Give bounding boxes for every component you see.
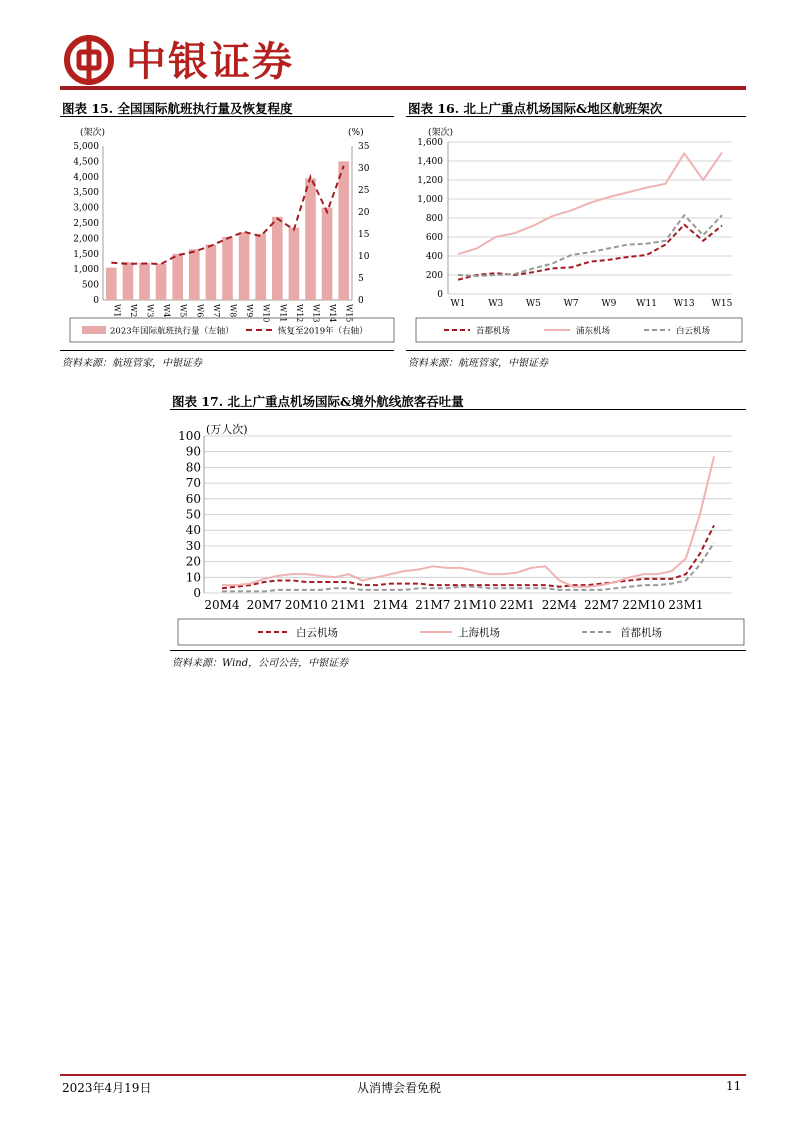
fig17-x-tick: 22M10 (622, 598, 666, 612)
fig15-bar (289, 228, 300, 300)
fig15-x-tick: W3 (145, 304, 155, 318)
fig15-y-left-tick: 2,000 (73, 234, 99, 245)
fig15-y-right-tick: 0 (358, 296, 364, 306)
fig17-y-tick: 100 (178, 429, 201, 443)
fig17-x-tick: 22M4 (541, 598, 577, 612)
fig16-series-line (458, 152, 722, 254)
fig15-x-tick: W2 (128, 304, 138, 318)
fig15-y-right-tick: 20 (358, 208, 370, 218)
fig17-y-tick: 70 (185, 476, 201, 491)
fig15-bar (255, 234, 266, 300)
fig17-legend-label: 上海机场 (458, 627, 500, 639)
fig15-x-tick: W12 (294, 304, 304, 323)
fig15-y-right-tick: 5 (358, 274, 364, 284)
fig15-bar (172, 254, 183, 300)
fig15-y-left-tick: 0 (93, 296, 99, 306)
fig16-x-tick: W7 (563, 299, 579, 309)
fig17-y-tick: 10 (185, 570, 201, 585)
fig15-x-tick: W11 (278, 304, 288, 323)
fig15-bar (206, 245, 217, 300)
fig15-x-tick: W6 (195, 304, 205, 318)
fig17-top-rule (170, 409, 746, 410)
fig15-x-tick: W5 (178, 304, 188, 318)
fig15-y-right-tick: 35 (358, 142, 370, 152)
fig15-y-right-tick: 30 (358, 164, 370, 174)
fig16-x-tick: W1 (450, 299, 466, 309)
fig15-y-left-tick: 500 (81, 280, 99, 291)
fig17-x-tick: 21M4 (373, 598, 409, 612)
fig16-y-label: (架次) (428, 128, 454, 138)
fig16-x-tick: W11 (636, 299, 657, 309)
fig17-series-line (222, 543, 714, 592)
fig15-y-left-tick: 3,500 (73, 188, 99, 199)
fig15-y-right-label: (%) (348, 128, 364, 138)
fig16-x-tick: W9 (601, 299, 617, 309)
fig17-chart (170, 413, 746, 650)
fig15-y-left-tick: 3,000 (73, 203, 99, 214)
fig15-y-left-tick: 2,500 (73, 219, 99, 229)
fig16-y-tick: 800 (425, 214, 443, 224)
fig17-x-tick: 22M7 (583, 598, 620, 612)
brand-name: 中银证券 (126, 38, 294, 85)
fig15-top-rule (60, 116, 394, 117)
fig15-source: 资料来源：航班管家，中银证券 (62, 358, 202, 369)
fig17-x-tick: 20M10 (284, 598, 328, 612)
fig15-bar (189, 249, 200, 300)
fig17-y-tick: 40 (185, 523, 201, 538)
fig17-y-tick: 50 (185, 507, 201, 522)
fig16-top-rule (406, 116, 746, 117)
fig17-y-tick: 0 (193, 586, 201, 600)
fig16-y-tick: 1,400 (417, 157, 443, 167)
fig16-legend-label: 首都机场 (476, 326, 511, 337)
fig17-y-tick: 60 (185, 491, 201, 506)
footer-rule (60, 1074, 746, 1076)
fig15-caption: 图表 15. 全国国际航班执行量及恢复程度 (62, 101, 293, 116)
fig15-chart (60, 120, 394, 350)
fig15-legend-bar-label: 2023年国际航班执行量（左轴） (110, 326, 234, 337)
fig15-y-left-tick: 5,000 (73, 142, 99, 152)
fig15-bar (322, 208, 333, 300)
fig15-bar (222, 237, 233, 300)
fig15-x-tick: W7 (211, 304, 221, 318)
footer-report-title: 从消博会看免税 (357, 1081, 442, 1095)
fig17-x-tick: 20M4 (204, 598, 240, 612)
fig17-x-tick: 20M7 (246, 598, 282, 612)
fig15-bar (272, 217, 283, 300)
fig17-series-line (222, 456, 714, 586)
fig16-y-tick: 0 (437, 290, 443, 300)
fig15-bar (156, 264, 167, 300)
fig16-bottom-rule (406, 350, 746, 351)
fig17-x-tick: 21M1 (330, 598, 367, 612)
fig15-x-tick: W4 (162, 304, 172, 318)
fig15-bar (106, 268, 117, 300)
fig15-bottom-rule (60, 350, 394, 351)
fig17-y-tick: 90 (185, 444, 201, 459)
fig16-series-line (458, 215, 722, 276)
fig16-series-line (458, 225, 722, 280)
fig15-bar (338, 161, 349, 300)
fig16-y-tick: 1,200 (417, 176, 443, 186)
fig16-legend-label: 白云机场 (676, 326, 711, 337)
fig16-y-tick: 400 (425, 252, 443, 262)
fig16-y-tick: 200 (425, 271, 443, 281)
fig17-source: 资料来源：Wind，公司公告，中银证券 (172, 658, 349, 669)
fig15-bar (123, 262, 134, 300)
footer-page-number: 11 (726, 1079, 742, 1093)
fig15-x-tick: W14 (328, 304, 338, 323)
fig15-y-right-tick: 15 (358, 230, 370, 240)
fig16-source: 资料来源：航班管家，中银证券 (408, 358, 548, 369)
fig15-y-right-tick: 10 (358, 252, 370, 262)
fig15-bar (305, 178, 316, 300)
fig15-bar (139, 263, 150, 300)
fig16-y-tick: 1,000 (417, 195, 443, 205)
fig16-y-tick: 1,600 (417, 138, 443, 148)
fig15-x-tick: W9 (245, 304, 255, 318)
fig15-x-tick: W8 (228, 304, 238, 318)
fig15-legend-line-label: 恢复至2019年（右轴） (278, 326, 368, 337)
fig17-bottom-rule (170, 650, 746, 651)
fig15-x-tick: W10 (261, 304, 271, 323)
fig15-legend-bar-swatch (82, 326, 106, 334)
fig17-y-tick: 20 (185, 554, 201, 569)
fig15-y-right-tick: 25 (358, 186, 370, 196)
fig17-caption: 图表 17. 北上广重点机场国际&境外航线旅客吞吐量 (172, 394, 464, 409)
fig15-x-tick: W15 (344, 304, 354, 323)
fig17-series-line (222, 525, 714, 588)
header-rule (60, 86, 746, 90)
fig15-y-left-tick: 1,000 (73, 265, 99, 276)
fig16-x-tick: W15 (711, 299, 733, 309)
footer-date: 2023年4月19日 (62, 1081, 152, 1095)
fig16-chart (406, 120, 746, 350)
boc-logo-icon (64, 35, 114, 85)
fig17-x-tick: 22M1 (499, 598, 535, 612)
fig17-y-tick: 30 (185, 538, 201, 553)
fig15-bar (239, 232, 250, 300)
fig16-legend-label: 浦东机场 (576, 326, 611, 337)
fig17-y-tick: 80 (185, 460, 201, 475)
fig17-legend-label: 白云机场 (296, 627, 338, 639)
fig15-y-left-tick: 4,000 (73, 172, 99, 183)
fig16-x-tick: W13 (673, 299, 695, 309)
fig16-caption: 图表 16. 北上广重点机场国际&地区航班架次 (408, 101, 663, 116)
fig16-y-tick: 600 (425, 233, 443, 243)
fig15-x-tick: W1 (112, 304, 122, 318)
fig17-y-label: (万人次) (206, 423, 248, 436)
fig16-x-tick: W5 (525, 299, 541, 309)
fig16-x-tick: W3 (488, 299, 504, 309)
fig17-x-tick: 21M7 (415, 598, 451, 612)
fig15-x-tick: W13 (311, 304, 321, 323)
fig17-legend-label: 首都机场 (620, 627, 662, 639)
fig15-y-left-tick: 1,500 (73, 249, 99, 260)
fig17-x-tick: 21M10 (453, 598, 497, 612)
fig15-y-left-tick: 4,500 (73, 157, 99, 168)
fig17-x-tick: 23M1 (668, 598, 704, 612)
fig15-y-left-label: (架次) (80, 128, 106, 138)
